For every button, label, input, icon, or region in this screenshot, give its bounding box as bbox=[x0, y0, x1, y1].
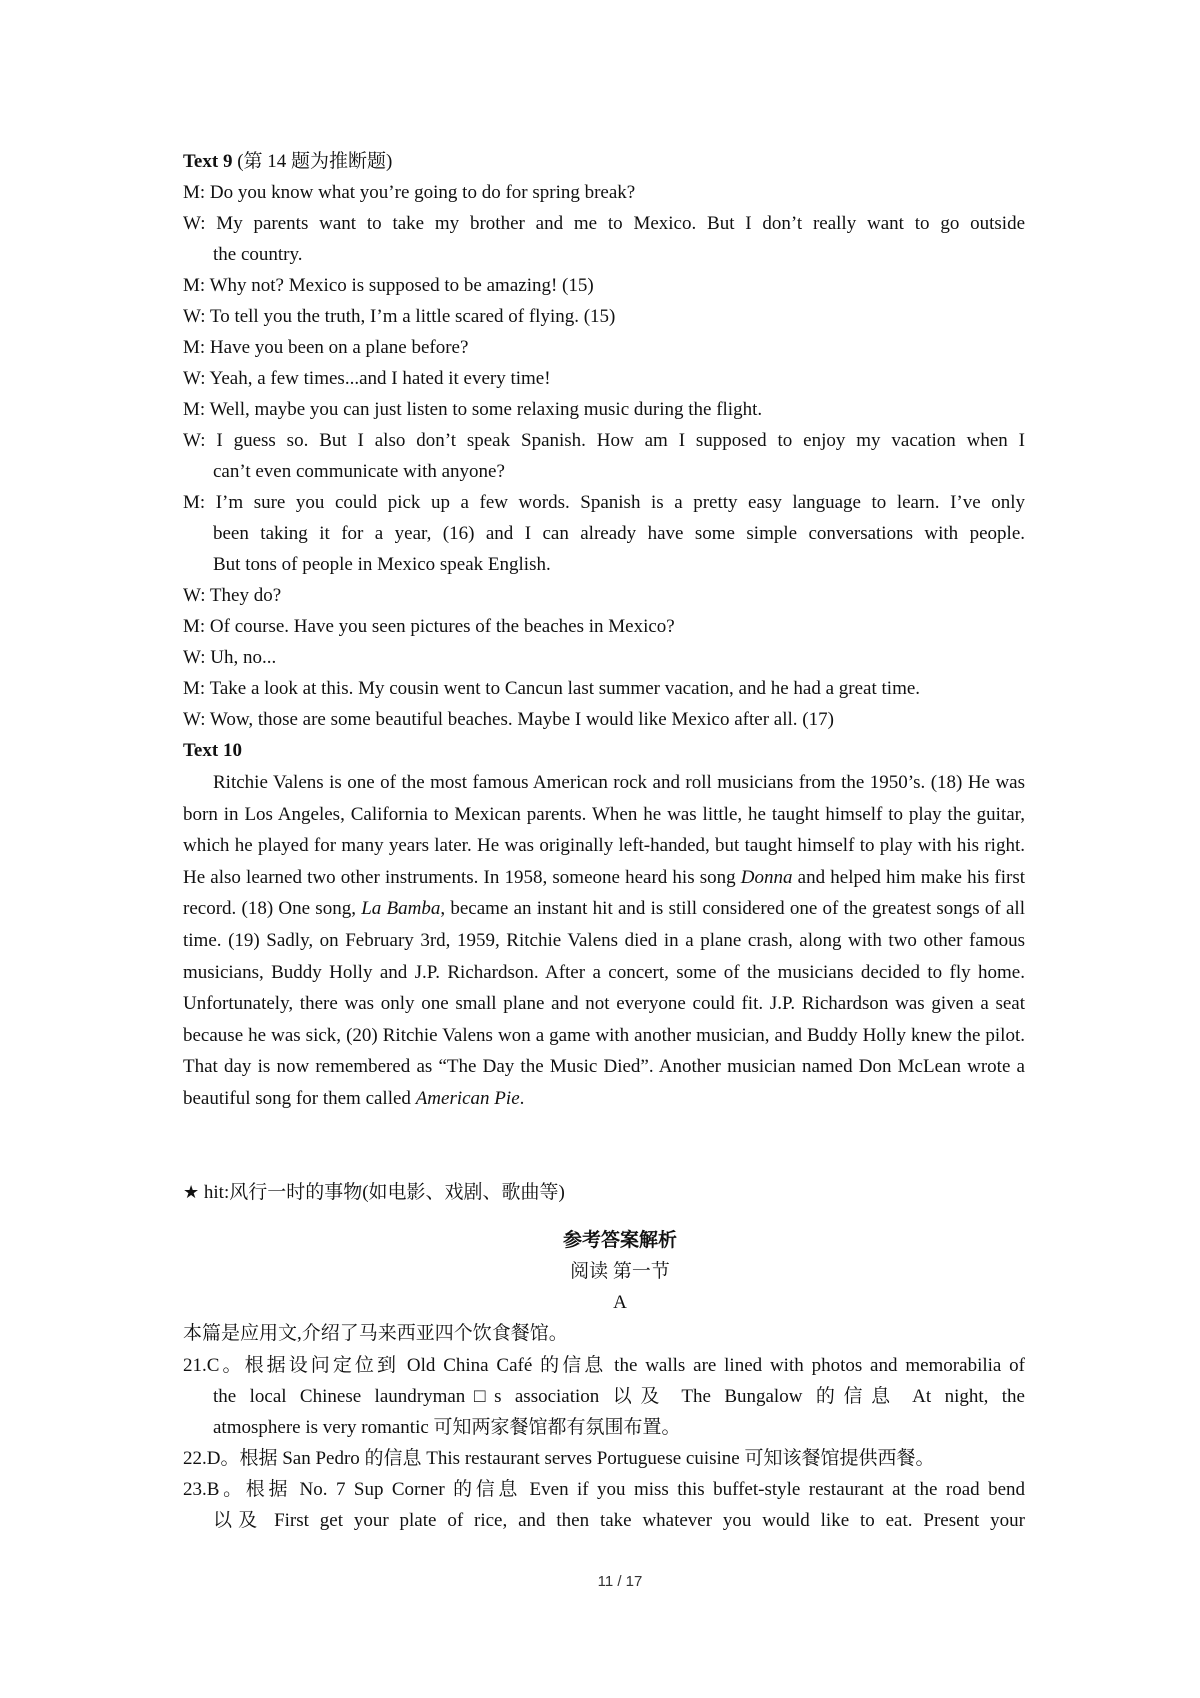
dialogue-line: M: Do you know what you’re going to do for spring break? bbox=[183, 182, 636, 203]
dialogue-line: the country. bbox=[213, 244, 303, 265]
answer-line: 22.D。根据 San Pedro 的信息 This restaurant serves Portuguese cuisine 可知该餐馆提供西餐。 bbox=[183, 1448, 935, 1469]
dialogue-line: W: Wow, those are some beautiful beaches. Maybe I would like Mexico after all. (17) bbox=[183, 709, 834, 730]
dialogue-line: M: Why not? Mexico is supposed to be amazing! (15) bbox=[183, 275, 594, 296]
dialogue-line: W: They do? bbox=[183, 585, 282, 606]
vocab-note-text: hit:风行一时的事物(如电影、戏剧、歌曲等) bbox=[199, 1182, 565, 1203]
answers-part: A bbox=[613, 1292, 627, 1313]
dialogue-line: W: My parents want to take my brother and me to Mexico. But I don’t really want to go outside bbox=[183, 213, 1025, 234]
answer-line: 以及 First get your plate of rice, and then take whatever you would like to eat. Present your bbox=[213, 1510, 1025, 1531]
paragraph-text: . bbox=[519, 1087, 525, 1109]
answer-line: 21.C。根据设问定位到 Old China Café 的信息 the walls are lined with photos and memorabilia of bbox=[183, 1355, 1025, 1376]
text9-note: (第 14 题为推断题) bbox=[232, 151, 393, 172]
dialogue-line: W: To tell you the truth, I’m a little scared of flying. (15) bbox=[183, 306, 616, 327]
dialogue-line: W: I guess so. But I also don’t speak Spanish. How am I supposed to enjoy my vacation when I bbox=[183, 430, 1025, 451]
dialogue-line: But tons of people in Mexico speak English. bbox=[213, 554, 551, 575]
dialogue-line: M: Well, maybe you can just listen to some relaxing music during the flight. bbox=[183, 399, 763, 420]
text9-heading bbox=[183, 146, 1025, 177]
dialogue-line: M: I’m sure you could pick up a few words. Spanish is a pretty easy language to learn. I’ve only bbox=[183, 492, 1025, 513]
answers-intro: 本篇是应用文,介绍了马来西亚四个饮食餐馆。 bbox=[183, 1323, 568, 1344]
answer-line: 23.B。根据 No. 7 Sup Corner 的信息 Even if you miss this buffet-style restaurant at the road bend bbox=[183, 1479, 1025, 1500]
paragraph-text: , became an instant hit and is still considered one of the greatest songs of all time. (19) Sadly, on February 3rd, 1959, Ritchie Valens died in a plane crash, along with two other famous musicians, Buddy Holly and J.P. Richardson. After a concert, some of the musicians decided to fly home. Unfortunately, there was only one small plane and not everyone could fit. J.P. Richardson was given a seat because he was sick, (20) Ritchie Valens won a game with another musician, and Buddy Holly knew the pilot. That day is now remembered as “The Day the Music Died”. Another musician named Don McLean wrote a beautiful song for them called bbox=[183, 898, 1025, 1109]
dialogue-line: M: Of course. Have you seen pictures of the beaches in Mexico? bbox=[183, 616, 675, 637]
answer-line: atmosphere is very romantic 可知两家餐馆都有氛围布置。 bbox=[213, 1417, 681, 1438]
paragraph-text: Ritchie Valens is one of the most famous American rock and roll musicians from the 1950’s. (18) He was born in Los Angeles, California to Mexican parents. When he was little, he taught himself to play the guitar, which he played for many years later. He was originally left-handed, but taught himself to play with his right. He also learned two other instruments. In 1958, someone heard his song bbox=[183, 772, 1025, 888]
answer-line: the local Chinese laundryman□s association 以及 The Bungalow 的信息 At night, the bbox=[213, 1386, 1025, 1407]
dialogue-line: M: Take a look at this. My cousin went to Cancun last summer vacation, and he had a great time. bbox=[183, 678, 921, 699]
dialogue-line: W: Uh, no... bbox=[183, 647, 277, 668]
song-title: La Bamba bbox=[361, 898, 441, 920]
dialogue-line: W: Yeah, a few times...and I hated it every time! bbox=[183, 368, 551, 389]
star-icon: ★ bbox=[183, 1182, 200, 1203]
song-title: Donna bbox=[740, 866, 793, 888]
dialogue-line: can’t even communicate with anyone? bbox=[213, 461, 505, 482]
vocab-note bbox=[183, 1177, 1025, 1208]
text10-paragraph bbox=[183, 767, 1025, 1115]
text10-title: Text 10 bbox=[183, 740, 242, 761]
song-title: American Pie bbox=[415, 1087, 520, 1109]
answers-title: 参考答案解析 bbox=[562, 1230, 677, 1251]
paragraph-text: and helped him make his first record. (18) One song, bbox=[183, 866, 1025, 920]
dialogue-line: M: Have you been on a plane before? bbox=[183, 337, 469, 358]
page-number: 11 / 17 bbox=[597, 1573, 643, 1590]
dialogue-line: been taking it for a year, (16) and I can already have some simple conversations with people. bbox=[213, 523, 1025, 544]
answers-section: 阅读 第一节 bbox=[570, 1261, 670, 1282]
text9-title: Text 9 bbox=[183, 151, 233, 172]
